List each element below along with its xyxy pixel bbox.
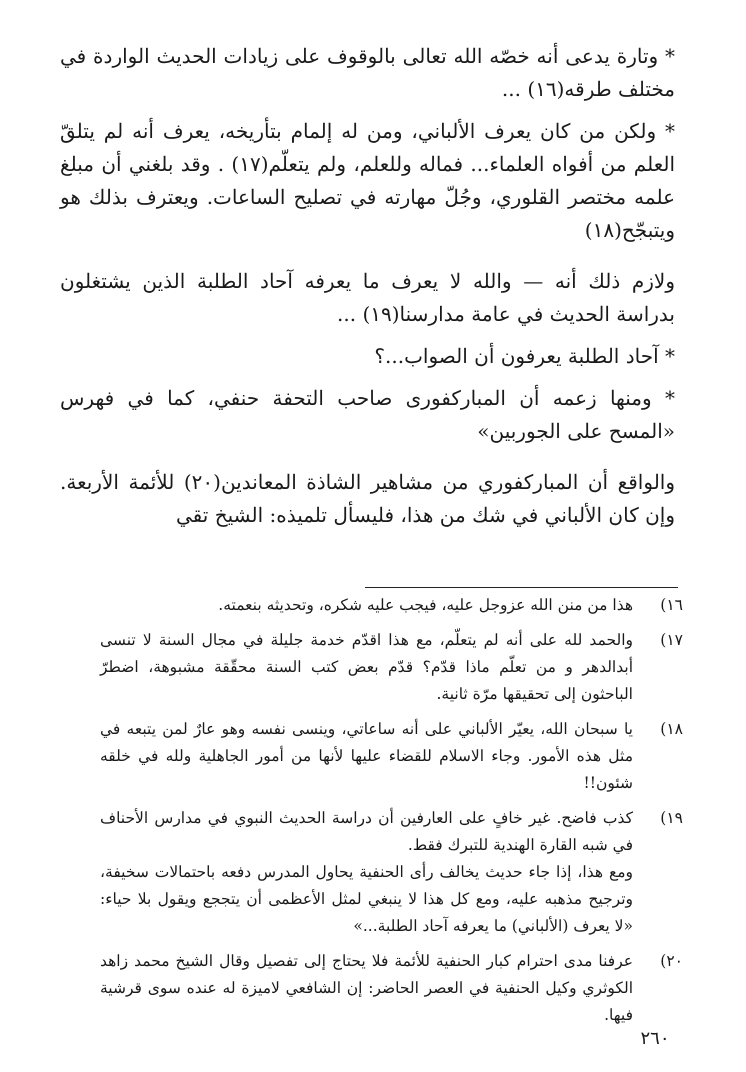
main-text bbox=[60, 40, 675, 541]
footnote-20 bbox=[100, 948, 683, 1029]
footnote-number: ١٧) bbox=[660, 631, 683, 649]
footnote-number: ٢٠) bbox=[660, 952, 683, 970]
footnote-number: ١٨) bbox=[660, 720, 683, 738]
footnote-continuation: ومع هذا، إذا جاء حديث يخالف رأى الحنفية يحاول المدرس دفعه باحتمالات سخيفة، وترجيح مذهبه عليه، ومع كل هذا لا ينبغي لمثل الأعظمى أن يتججع ويقول بلا حياء: «لا يعرف (الألباني) ما يعرفه آحاد الطلبة...» bbox=[100, 863, 633, 935]
footnote-text: عرفنا مدى احترام كبار الحنفية للأئمة فلا يحتاج إلى تفصيل وقال الشيخ محمد زاهد الكوثري وكيل الحنفية في العصر الحاضر: إن الشافعي لاميزة له عنده سوى قرشية فيها. bbox=[100, 952, 633, 1024]
footnote-number: ١٦) bbox=[660, 596, 683, 614]
footnote-text: يا سبحان الله، يعيّر الألباني على أنه ساعاتي، وينسى نفسه وهو عارٌ لمن يتبعه في مثل هذه الأمور. وجاء الاسلام للقضاء عليها لأنها من أمور الجاهلية ولله في خلقه شئون!! bbox=[100, 720, 633, 792]
footnote-17 bbox=[100, 627, 683, 708]
footnote-text: كذب فاضح. غير خافٍ على العارفين أن دراسة الحديث النبوي في مدارس الأحناف في شبه القارة الهندية للتبرك فقط. bbox=[100, 809, 633, 854]
paragraph-students-knowledge: ولازم ذلك أنه — والله لا يعرف ما يعرفه آحاد الطلبة الذين يشتغلون بدراسة الحديث في عامة مدارسنا(١٩) ... bbox=[60, 269, 675, 326]
footnote-divider bbox=[365, 587, 678, 588]
paragraph-albani-learning: * ولكن من كان يعرف الألباني، ومن له إلمام بتأريخه، يعرف أنه لم يتلقّ العلم من أفواه العلماء... فماله وللعلم، ولم يتعلّم(١٧) . وقد بلغني أن مبلغ علمه مختصر القلوري، وجُلّ مهارته في تصليح الساعات. ويعترف بذلك هو ويتبجّح(١٨) bbox=[60, 119, 675, 242]
footnote-18 bbox=[100, 716, 683, 797]
paragraph-mubarakfuri-claim: * ومنها زعمه أن المباركفورى صاحب التحفة حنفي، كما في فهرس «المسح على الجوربين» bbox=[60, 386, 675, 443]
footnote-text: هذا من منن الله عزوجل عليه، فيجب عليه شكره، وتحديثه بنعمته. bbox=[218, 596, 633, 614]
footnote-19 bbox=[100, 805, 683, 940]
footnotes bbox=[100, 592, 683, 1037]
paragraph-students-question: * آحاد الطلبة يعرفون أن الصواب...؟ bbox=[374, 344, 675, 368]
footnote-16 bbox=[100, 592, 683, 619]
paragraph-mubarakfuri-fact: والواقع أن المباركفوري من مشاهير الشاذة المعاندين(٢٠) للأئمة الأربعة. وإن كان الألباني في شك من هذا، فليسأل تلميذه: الشيخ تقي bbox=[60, 470, 675, 527]
footnote-number: ١٩) bbox=[660, 809, 683, 827]
page-number: ٢٦٠ bbox=[640, 1028, 670, 1049]
paragraph-claim-additions: * وتارة يدعى أنه خصّه الله تعالى بالوقوف على زيادات الحديث الواردة في مختلف طرقه(١٦) ... bbox=[60, 44, 675, 101]
footnote-text: والحمد لله على أنه لم يتعلّم، مع هذا اقدّم خدمة جليلة في مجال السنة لا تنسى أبدالدهر و من تعلّم ماذا قدّم؟ قدّم بعض كتب السنة محقّقة مشبوهة، اضطرّ الباحثون إلى تحقيقها مرّة ثانية. bbox=[100, 631, 633, 703]
